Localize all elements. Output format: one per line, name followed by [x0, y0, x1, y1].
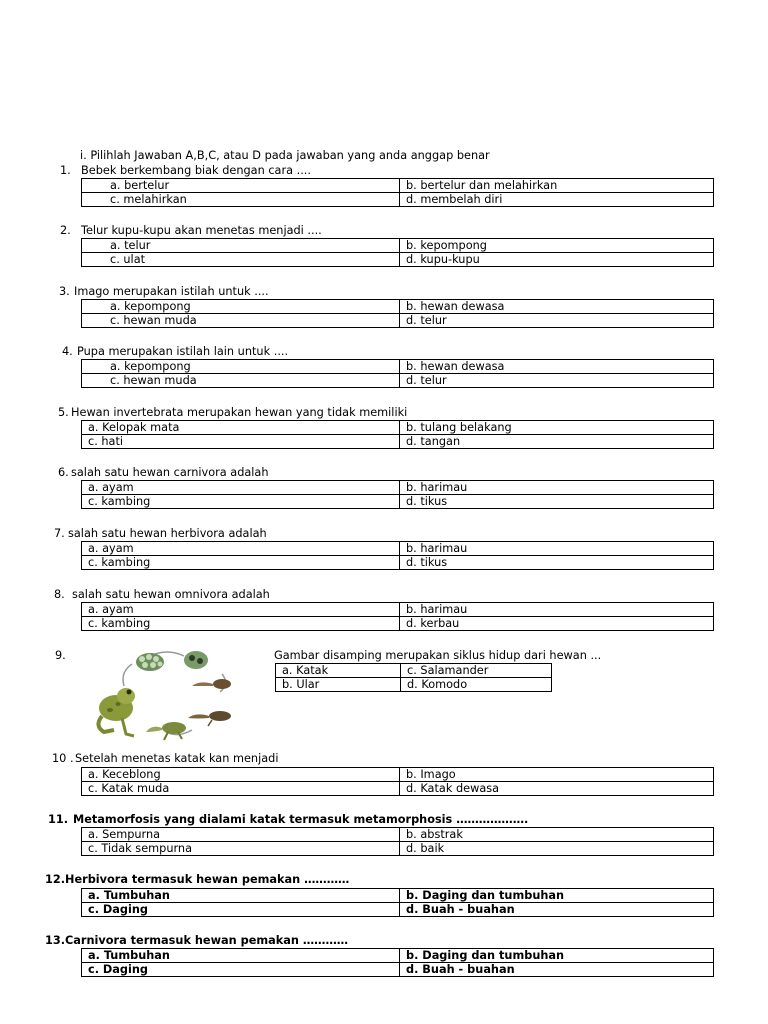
option-d[interactable]: d. baik	[400, 842, 714, 856]
adult-frog-icon	[98, 688, 135, 736]
option-d[interactable]: d. telur	[400, 314, 714, 328]
answer-table	[81, 480, 714, 509]
option-a[interactable]: a. Tumbuhan	[82, 889, 400, 903]
question-text: salah satu hewan herbivora adalah	[68, 527, 267, 540]
option-a[interactable]: a. ayam	[82, 481, 400, 495]
option-a[interactable]: a. ayam	[82, 603, 400, 617]
option-b[interactable]: b. Imago	[400, 768, 714, 782]
option-a[interactable]: a. kepompong	[82, 360, 400, 374]
question-text: Carnivora termasuk hewan pemakan …………	[65, 934, 349, 947]
option-a[interactable]: a. bertelur	[82, 179, 400, 193]
option-b[interactable]: b. kepompong	[400, 239, 714, 253]
option-a[interactable]: a. ayam	[82, 542, 400, 556]
option-d[interactable]: d. Katak dewasa	[400, 782, 714, 796]
question-number: 9.	[55, 649, 66, 662]
option-c[interactable]: c. Katak muda	[82, 782, 400, 796]
question-text: Setelah menetas katak kan menjadi	[75, 752, 279, 765]
option-c[interactable]: c. Daging	[82, 963, 400, 977]
option-b[interactable]: b. Ular	[276, 678, 401, 692]
option-b[interactable]: b. tulang belakang	[400, 421, 714, 435]
option-d[interactable]: d. Buah - buahan	[400, 903, 714, 917]
option-c[interactable]: c. hewan muda	[82, 374, 400, 388]
option-b[interactable]: b. harimau	[400, 481, 714, 495]
question-text: Telur kupu-kupu akan menetas menjadi ....	[81, 224, 322, 237]
option-d[interactable]: d. Buah - buahan	[400, 963, 714, 977]
option-c[interactable]: c. Salamander	[401, 664, 552, 678]
option-a[interactable]: a. Tumbuhan	[82, 949, 400, 963]
question-text: Hewan invertebrata merupakan hewan yang tidak memiliki	[71, 406, 408, 419]
option-d[interactable]: d. tikus	[400, 495, 714, 509]
option-a[interactable]: a. Sempurna	[82, 828, 400, 842]
answer-table	[81, 238, 714, 267]
question-text: Herbivora termasuk hewan pemakan …………	[65, 873, 350, 886]
question-number: 2.	[60, 224, 71, 237]
option-c[interactable]: c. hewan muda	[82, 314, 400, 328]
question-number: 11.	[48, 813, 69, 826]
frog-embryo-icon	[184, 651, 208, 669]
question-number: 1.	[60, 164, 71, 177]
answer-table	[81, 178, 714, 207]
frog-eggs-icon	[136, 653, 164, 671]
question-text: Metamorfosis yang dialami katak termasuk metamorphosis ……………….	[73, 813, 529, 826]
question-number: 12.	[45, 873, 66, 886]
option-b[interactable]: b. bertelur dan melahirkan	[400, 179, 714, 193]
answer-table	[81, 602, 714, 631]
option-c[interactable]: c. melahirkan	[82, 193, 400, 207]
answer-table	[275, 663, 552, 692]
answer-table	[81, 767, 714, 796]
answer-table	[81, 359, 714, 388]
option-b[interactable]: b. harimau	[400, 603, 714, 617]
option-d[interactable]: d. telur	[400, 374, 714, 388]
question-number: 10 .	[52, 752, 74, 765]
answer-table	[81, 948, 714, 977]
option-b[interactable]: b. hewan dewasa	[400, 300, 714, 314]
option-c[interactable]: c. kambing	[82, 495, 400, 509]
instruction: i. Pilihlah Jawaban A,B,C, atau D pada jawaban yang anda anggap benar	[80, 149, 490, 162]
tadpole-icon	[192, 679, 231, 689]
question-number: 8.	[54, 588, 65, 601]
question-text: Gambar disamping merupakan siklus hidup dari hewan ...	[274, 649, 602, 662]
question-number: 6.	[58, 466, 69, 479]
option-a[interactable]: a. Keceblong	[82, 768, 400, 782]
froglet-icon	[146, 722, 186, 740]
answer-table	[81, 888, 714, 917]
answer-table	[81, 299, 714, 328]
option-a[interactable]: a. Katak	[276, 664, 401, 678]
option-a[interactable]: a. telur	[82, 239, 400, 253]
option-c[interactable]: c. kambing	[82, 617, 400, 631]
question-number: 5.	[58, 406, 69, 419]
question-text: Bebek berkembang biak dengan cara ....	[81, 164, 311, 177]
question-text: salah satu hewan carnivora adalah	[71, 466, 269, 479]
option-b[interactable]: b. Daging dan tumbuhan	[400, 889, 714, 903]
tadpole-with-legs-icon	[188, 711, 231, 726]
option-b[interactable]: b. hewan dewasa	[400, 360, 714, 374]
option-c[interactable]: c. Tidak sempurna	[82, 842, 400, 856]
option-d[interactable]: d. Komodo	[401, 678, 552, 692]
question-text: Imago merupakan istilah untuk ....	[74, 285, 269, 298]
option-b[interactable]: b. abstrak	[400, 828, 714, 842]
question-text: Pupa merupakan istilah lain untuk ....	[77, 345, 289, 358]
question-text: salah satu hewan omnivora adalah	[72, 588, 270, 601]
option-c[interactable]: c. Daging	[82, 903, 400, 917]
frog-life-cycle-illustration	[92, 646, 240, 746]
option-a[interactable]: a. kepompong	[82, 300, 400, 314]
question-number: 4.	[62, 345, 73, 358]
option-b[interactable]: b. harimau	[400, 542, 714, 556]
option-a[interactable]: a. Kelopak mata	[82, 421, 400, 435]
question-number: 3.	[59, 285, 70, 298]
option-d[interactable]: d. tangan	[400, 435, 714, 449]
option-d[interactable]: d. tikus	[400, 556, 714, 570]
option-c[interactable]: c. kambing	[82, 556, 400, 570]
answer-table	[81, 420, 714, 449]
option-c[interactable]: c. ulat	[82, 253, 400, 267]
option-d[interactable]: d. membelah diri	[400, 193, 714, 207]
answer-table	[81, 541, 714, 570]
option-c[interactable]: c. hati	[82, 435, 400, 449]
option-b[interactable]: b. Daging dan tumbuhan	[400, 949, 714, 963]
question-number: 13.	[45, 934, 66, 947]
answer-table	[81, 827, 714, 856]
option-d[interactable]: d. kupu-kupu	[400, 253, 714, 267]
option-d[interactable]: d. kerbau	[400, 617, 714, 631]
question-number: 7.	[54, 527, 65, 540]
